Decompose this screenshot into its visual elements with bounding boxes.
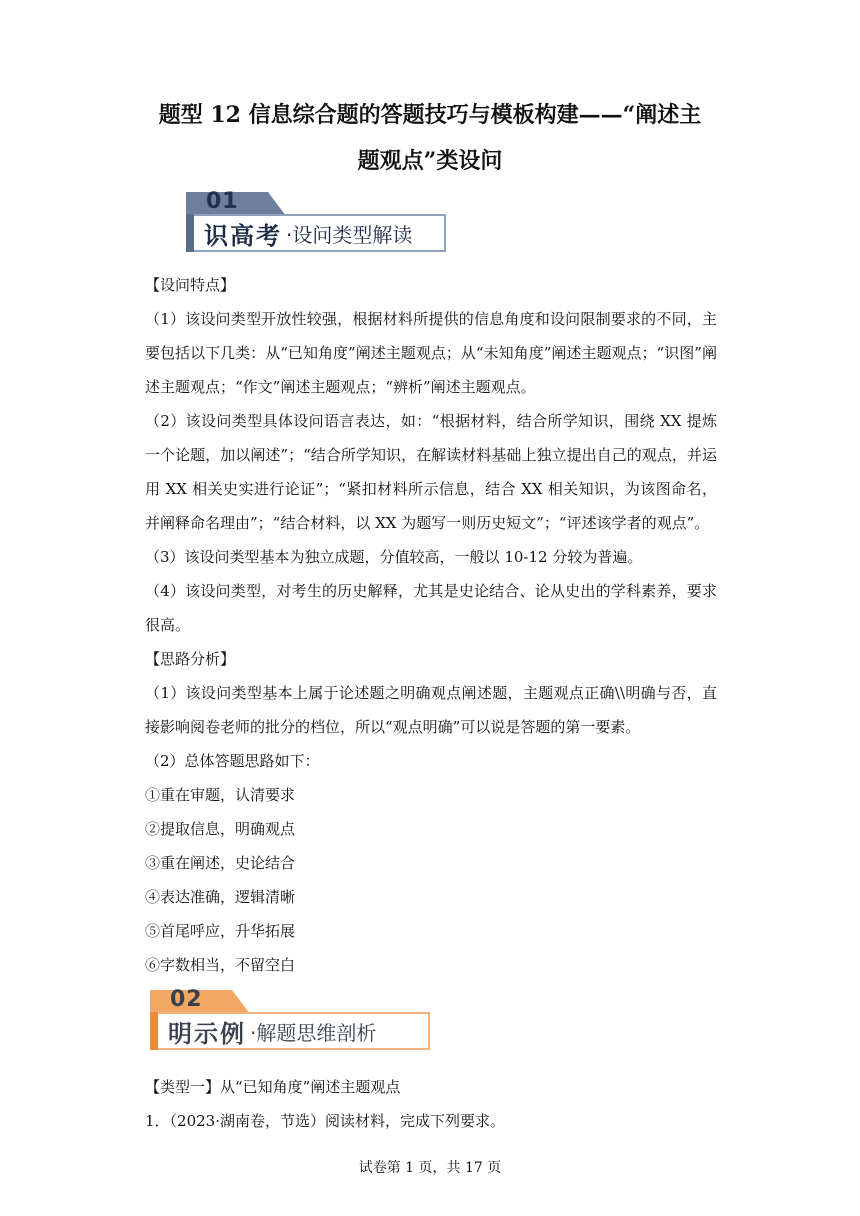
paragraph-feature-1: （1）该设问类型开放性较强，根据材料所提供的信息角度和设问限制要求的不同，主要包括以下几类：从“已知角度”阐述主题观点；从“未知角度”阐述主题观点；“识图”阐述主题观点；“作文”阐述主题观点；“辨析”阐述主题观点。 bbox=[145, 310, 717, 396]
section-example-content bbox=[145, 1070, 717, 1138]
banner-main-label: 明示例 bbox=[168, 1019, 246, 1048]
section-main-content bbox=[145, 268, 717, 982]
banner-sub-label: ·设问类型解读 bbox=[286, 222, 413, 247]
step-item: ⑥字数相当，不留空白 bbox=[145, 956, 296, 974]
section-heading-analysis: 【思路分析】 bbox=[145, 650, 236, 668]
section-heading-features: 【设问特点】 bbox=[145, 276, 236, 294]
banner-accent-bar bbox=[150, 1012, 158, 1050]
banner-main-label: 识高考 bbox=[204, 221, 282, 250]
title-line-1: 题型 12 信息综合题的答题技巧与模板构建——“阐述主 bbox=[158, 102, 702, 128]
paragraph-analysis-2: （2）总体答题思路如下： bbox=[145, 752, 320, 770]
banner-sub-label: ·解题思维剖析 bbox=[250, 1020, 377, 1045]
question-intro: 1．（2023·湖南卷，节选）阅读材料，完成下列要求。 bbox=[145, 1112, 505, 1130]
page-footer: 试卷第 1 页，共 17 页 bbox=[358, 1160, 502, 1176]
banner-label-box bbox=[192, 214, 446, 252]
paragraph-feature-3: （3）该设问类型基本为独立成题，分值较高，一般以 10-12 分较为普遍。 bbox=[145, 548, 643, 566]
step-item: ③重在阐述，史论结合 bbox=[145, 854, 296, 872]
title-line-2: 题观点”类设问 bbox=[357, 148, 503, 174]
document-title bbox=[120, 92, 740, 184]
step-item: ②提取信息，明确观点 bbox=[145, 820, 296, 838]
paragraph-feature-4: （4）该设问类型，对考生的历史解释，尤其是史论结合、论从史出的学科素养，要求很高。 bbox=[145, 582, 717, 634]
banner-label-box bbox=[156, 1012, 430, 1050]
banner-number: 01 bbox=[206, 189, 239, 214]
step-item: ④表达准确，逻辑清晰 bbox=[145, 888, 296, 906]
paragraph-feature-2: （2）该设问类型具体设问语言表达，如：“根据材料，结合所学知识，围绕 XX 提炼一个论题，加以阐述”；“结合所学知识，在解读材料基础上独立提出自己的观点，并运用 XX 相关史实进行论证”；“紧扣材料所示信息，结合 XX 相关知识，为该图命名，并阐释命名理由”；“结合材料，以 XX 为题写一则历史短文”；“评述该学者的观点”。 bbox=[145, 412, 717, 532]
step-item: ⑤首尾呼应，升华拓展 bbox=[145, 922, 296, 940]
paragraph-analysis-1: （1）该设问类型基本上属于论述题之明确观点阐述题，主题观点正确\\明确与否，直接影响阅卷老师的批分的档位，所以“观点明确”可以说是答题的第一要素。 bbox=[145, 684, 717, 736]
banner-number: 02 bbox=[170, 987, 203, 1012]
step-item: ①重在审题，认清要求 bbox=[145, 786, 296, 804]
banner-accent-bar bbox=[186, 214, 194, 252]
section-heading-type-one: 【类型一】从“已知角度”阐述主题观点 bbox=[145, 1078, 401, 1096]
